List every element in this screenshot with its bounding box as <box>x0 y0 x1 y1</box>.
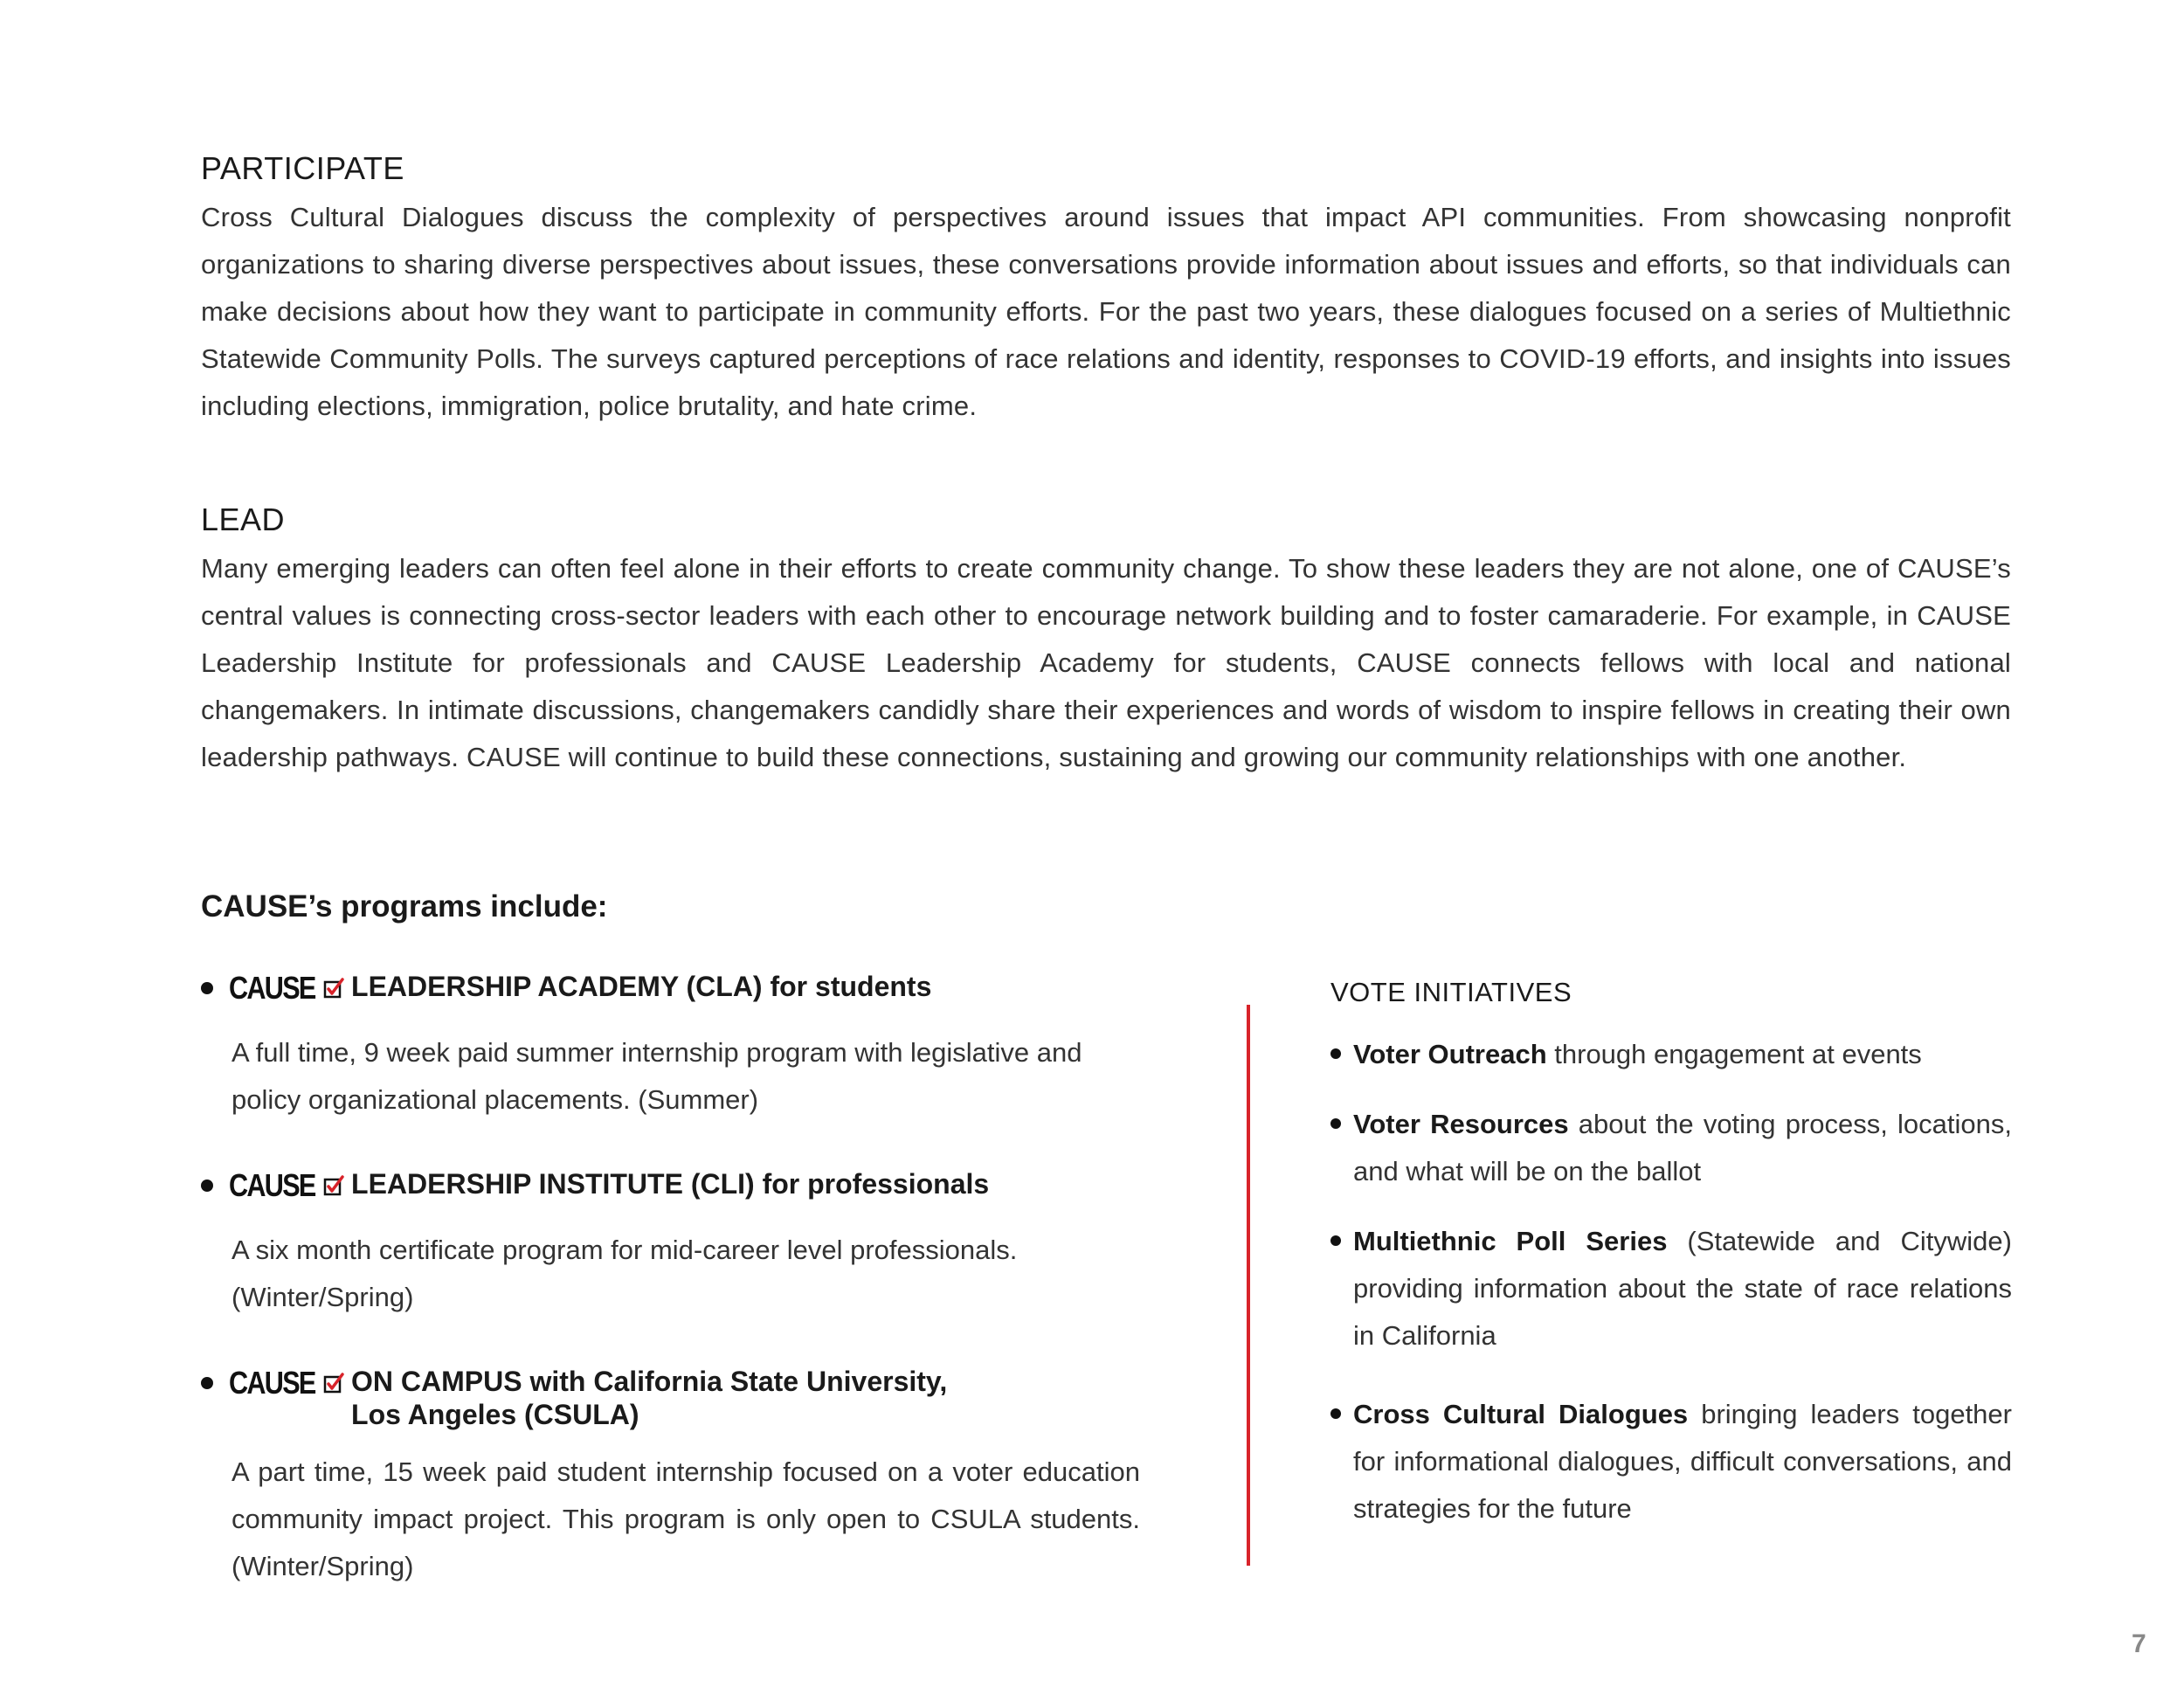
page-number: 7 <box>2132 1629 2146 1658</box>
program-description: A six month certificate program for mid-career level professionals. (Winter/Spring) <box>232 1235 1018 1312</box>
cause-logo <box>229 1365 344 1401</box>
bullet-icon <box>201 982 213 994</box>
vote-item-text: (Statewide and Citywide) providing information about the state of race relations in California <box>1353 1226 2012 1351</box>
program-title <box>351 1365 947 1431</box>
program-title: LEADERSHIP ACADEMY (CLA) for students <box>351 971 932 1002</box>
lead-paragraph: Many emerging leaders can often feel alone in their efforts to create community change. To show these leaders they are not alone, one of CAUSE’s central values is connecting cross-sector leaders with each other to encourage network building and to foster camaraderie. For example, in CAUSE Leadership Institute for professionals and CAUSE Leadership Academy for students, CAUSE connects fellows with local and national changemakers. In intimate discussions, changemakers candidly share their experiences and words of wisdom to inspire fellows in creating their own leadership pathways. CAUSE will continue to build these connections, sustaining and growing our community relationships with one another. <box>201 553 2011 772</box>
vote-item <box>1330 1101 2012 1195</box>
vote-item-bold: Cross Cultural Dialogues <box>1353 1399 1689 1429</box>
vote-initiatives <box>1330 977 2012 1555</box>
participate-paragraph: Cross Cultural Dialogues discuss the complexity of perspectives around issues that impact API communities. From showcasing nonprofit organizations to sharing diverse perspectives about issues, these conversations provide information about issues and efforts, so that individuals can make decisions about how they want to participate in community efforts. For the past two years, these dialogues focused on a series of Multiethnic Statewide Community Polls. The surveys captured perceptions of race relations and identity, responses to COVID-19 efforts, and insights into issues including elections, immigration, police brutality, and hate crime. <box>201 202 2011 421</box>
program-title-line2: Los Angeles (CSULA) <box>351 1399 639 1430</box>
bullet-icon <box>1330 1048 1341 1059</box>
program-item <box>201 1167 1140 1321</box>
cause-logo <box>229 970 344 1007</box>
participate-heading: PARTICIPATE <box>201 150 404 186</box>
lead-section <box>201 502 2011 781</box>
cause-logo-text: CAUSE <box>229 1365 315 1401</box>
vote-item <box>1330 1031 2012 1078</box>
programs-title: CAUSE’s programs include: <box>201 889 608 924</box>
program-title: LEADERSHIP INSTITUTE (CLI) for professionals <box>351 1168 990 1200</box>
vote-item-bold: Multiethnic Poll Series <box>1353 1226 1668 1256</box>
checkbox-check-icon <box>323 1175 344 1196</box>
bullet-icon <box>201 1180 213 1192</box>
bullet-icon <box>1330 1235 1341 1246</box>
bullet-icon <box>1330 1118 1341 1129</box>
participate-section <box>201 150 2011 430</box>
program-description: A part time, 15 week paid student internship focused on a voter education community impact project. This program is only open to CSULA students. (Winter/Spring) <box>232 1456 1140 1581</box>
bullet-icon <box>201 1377 213 1389</box>
vote-item-bold: Voter Outreach <box>1353 1039 1547 1069</box>
program-description: A full time, 9 week paid summer internship program with legislative and policy organizational placements. (Summer) <box>232 1037 1082 1115</box>
vote-item-text: about the voting process, locations, and what will be on the ballot <box>1353 1109 2012 1186</box>
checkbox-check-icon <box>323 978 344 999</box>
vote-item-bold: Voter Resources <box>1353 1109 1569 1139</box>
program-item <box>201 1365 1140 1590</box>
program-title-line1: ON CAMPUS with California State University, <box>351 1366 948 1397</box>
bullet-icon <box>1330 1408 1341 1419</box>
vote-item <box>1330 1218 2012 1359</box>
checkbox-check-icon <box>323 1373 344 1394</box>
vote-item <box>1330 1391 2012 1532</box>
program-item <box>201 970 1140 1124</box>
cause-logo-text: CAUSE <box>229 1167 315 1203</box>
column-divider <box>1247 1005 1250 1566</box>
vote-initiatives-title: VOTE INITIATIVES <box>1330 977 1572 1007</box>
cause-logo <box>229 1167 344 1204</box>
vote-item-text: bringing leaders together for informational dialogues, difficult conversations, and strategies for the future <box>1353 1399 2012 1524</box>
cause-logo-text: CAUSE <box>229 970 315 1006</box>
lead-heading: LEAD <box>201 502 286 537</box>
vote-item-text: through engagement at events <box>1546 1039 1922 1069</box>
programs-list <box>201 970 1140 1634</box>
